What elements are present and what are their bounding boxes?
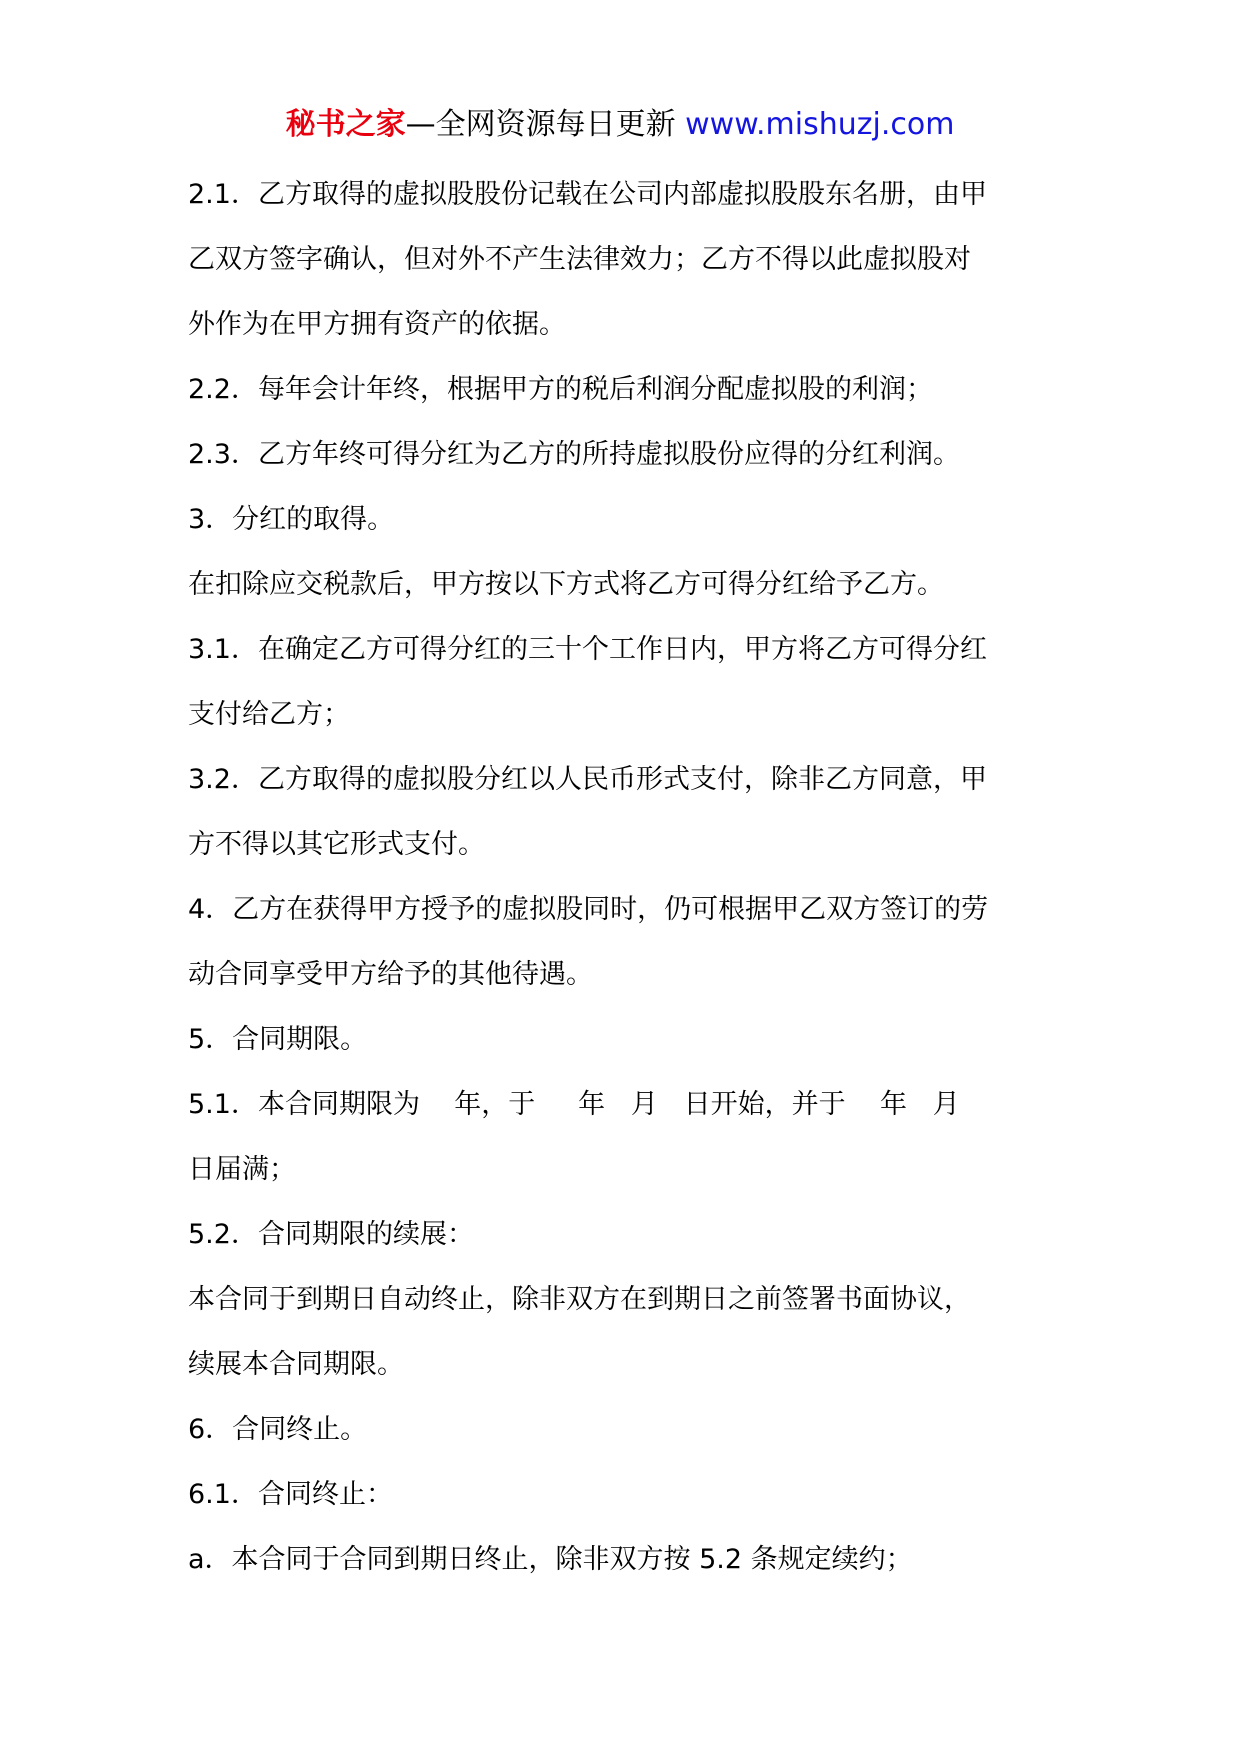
text-line-5-2: 5.2．合同期限的续展： bbox=[188, 1219, 474, 1250]
text-line-2-1-c: 外作为在甲方拥有资产的依据。 bbox=[188, 309, 566, 340]
text-line-6-1: 6.1．合同终止： bbox=[188, 1479, 393, 1510]
text-line-2-1-a: 2.1．乙方取得的虚拟股股份记载在公司内部虚拟股股东名册，由甲 bbox=[188, 179, 987, 210]
text-line-2-2: 2.2．每年会计年终，根据甲方的税后利润分配虚拟股的利润； bbox=[188, 374, 933, 405]
text-line-3-2-a: 3.2．乙方取得的虚拟股分红以人民币形式支付，除非乙方同意，甲 bbox=[188, 764, 987, 795]
text-line-3-intro: 在扣除应交税款后，甲方按以下方式将乙方可得分红给予乙方。 bbox=[188, 569, 944, 600]
text-line-4-b: 动合同享受甲方给予的其他待遇。 bbox=[188, 959, 593, 990]
text-line-5-1-a: 5.1．本合同期限为 年，于 年 月 日开始，并于 年 月 bbox=[188, 1089, 960, 1120]
text-line-2-1-b: 乙双方签字确认，但对外不产生法律效力；乙方不得以此虚拟股对 bbox=[188, 244, 971, 275]
text-line-3-2-b: 方不得以其它形式支付。 bbox=[188, 829, 485, 860]
section-heading-6: 6．合同终止。 bbox=[188, 1414, 368, 1445]
text-line-4-a: 4．乙方在获得甲方授予的虚拟股同时，仍可根据甲乙双方签订的劳 bbox=[188, 894, 989, 925]
text-line-5-1-b: 日届满； bbox=[188, 1154, 296, 1185]
page-header bbox=[0, 100, 1240, 150]
text-line-2-3: 2.3．乙方年终可得分红为乙方的所持虚拟股份应得的分红利润。 bbox=[188, 439, 960, 470]
header-slogan: —全网资源每日更新 bbox=[405, 107, 686, 142]
text-line-6-1-a: a．本合同于合同到期日终止，除非双方按 5.2 条规定续约； bbox=[188, 1544, 913, 1575]
section-heading-3: 3．分红的取得。 bbox=[188, 504, 395, 535]
section-heading-5: 5．合同期限。 bbox=[188, 1024, 368, 1055]
brand-name: 秘书之家 bbox=[285, 107, 406, 142]
text-line-3-1-a: 3.1．在确定乙方可得分红的三十个工作日内，甲方将乙方可得分红 bbox=[188, 634, 987, 665]
document-body bbox=[188, 162, 1058, 1592]
text-line-5-2-body-a: 本合同于到期日自动终止，除非双方在到期日之前签署书面协议， bbox=[188, 1284, 971, 1315]
text-line-5-2-body-b: 续展本合同期限。 bbox=[188, 1349, 404, 1380]
website-link[interactable]: www.mishuzj.com bbox=[685, 107, 955, 142]
text-line-3-1-b: 支付给乙方； bbox=[188, 699, 350, 730]
